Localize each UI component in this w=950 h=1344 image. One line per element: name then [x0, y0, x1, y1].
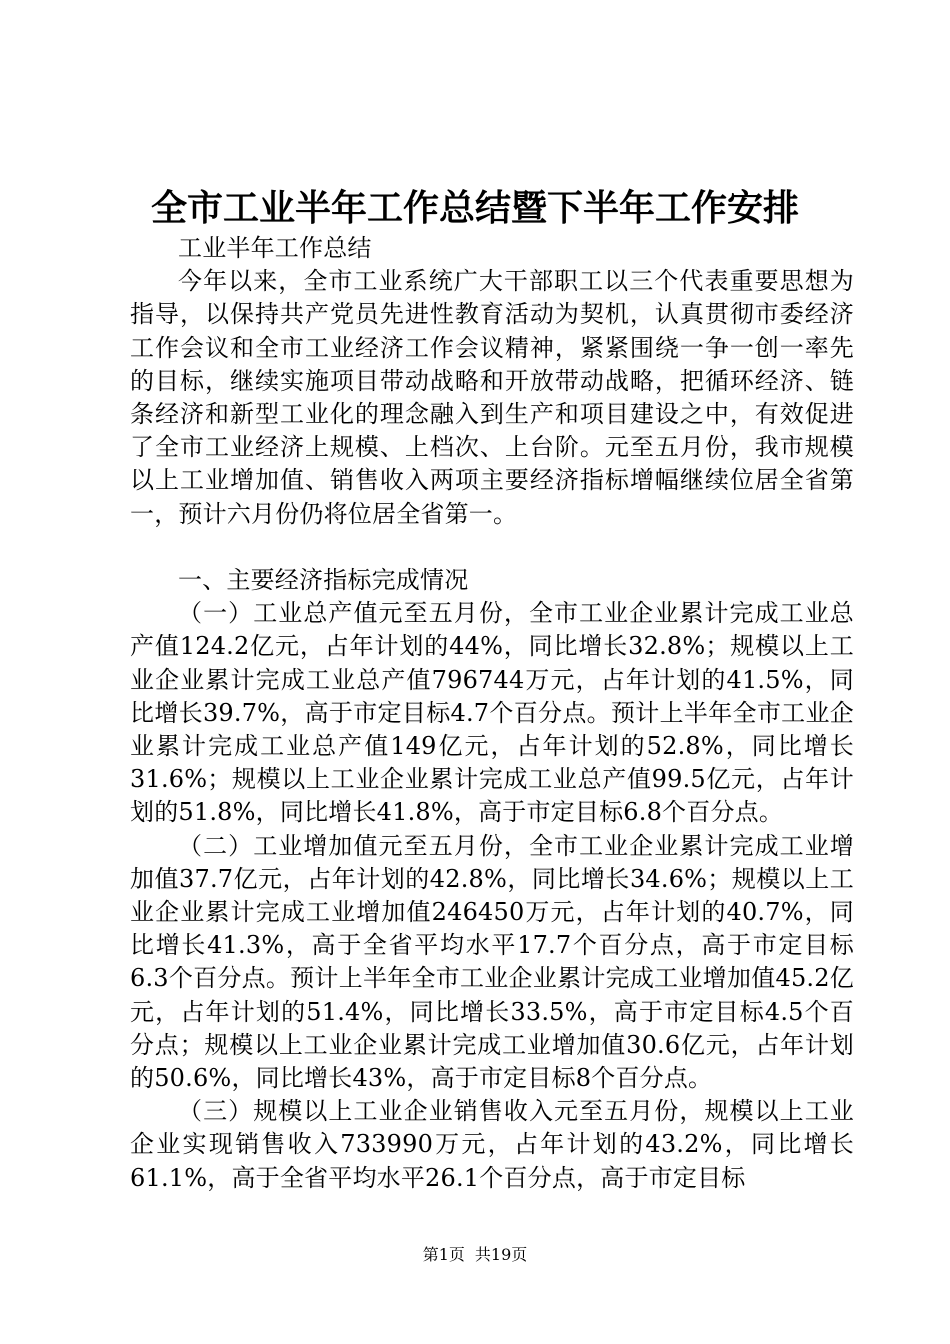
subsection-heading: 一、主要经济指标完成情况 [178, 566, 469, 595]
page-footer [0, 1244, 950, 1266]
intro-paragraph: 今年以来，全市工业系统广大干部职工以三个代表重要思想为指导，以保持共产党员先进性教育活动为契机，认真贯彻市委经济工作会议和全市工业经济工作会议精神，紧紧围绕一争一创一率先的目标，继续实施项目带动战略和开放带动战略，把循环经济、链条经济和新型工业化的理念融入到生产和项目建设之中，有效促进了全市工业经济上规模、上档次、上台阶。元至五月份，我市规模以上工业增加值、销售收入两项主要经济指标增幅继续位居全省第一，预计六月份仍将位居全省第一。 [130, 267, 854, 528]
page-total: 共19页 [474, 1245, 528, 1264]
paragraph-sales-revenue: （三）规模以上工业企业销售收入元至五月份，规模以上工业企业实现销售收入733990万元，占年计划的43.2%，同比增长61.1%，高于全省平均水平26.1个百分点，高于市定目标 [130, 1097, 854, 1192]
section-heading: 工业半年工作总结 [178, 234, 372, 262]
page-number: 第1页 [422, 1245, 465, 1264]
paragraph-output-value: （一）工业总产值元至五月份，全市工业企业累计完成工业总产值124.2亿元，占年计划的44%，同比增长32.8%；规模以上工业企业累计完成工业总产值796744万元，占年计划的41.5%，同比增长39.7%，高于市定目标4.7个百分点。预计上半年全市工业企业累计完成工业总产值149亿元，占年计划的52.8%，同比增长31.6%；规模以上工业企业累计完成工业总产值99.5亿元，占年计划的51.8%，同比增长41.8%，高于市定目标6.8个百分点。 [130, 599, 854, 827]
paragraph-added-value: （二）工业增加值元至五月份，全市工业企业累计完成工业增加值37.7亿元，占年计划的42.8%，同比增长34.6%；规模以上工业企业累计完成工业增加值246450万元，占年计划的40.7%，同比增长41.3%，高于全省平均水平17.7个百分点，高于市定目标6.3个百分点。预计上半年全市工业企业累计完成工业增加值45.2亿元，占年计划的51.4%，同比增长33.5%，高于市定目标4.5个百分点；规模以上工业企业累计完成工业增加值30.6亿元，占年计划的50.6%，同比增长43%，高于市定目标8个百分点。 [130, 831, 854, 1093]
document-title: 全市工业半年工作总结暨下半年工作安排 [150, 188, 799, 229]
blank-line [130, 531, 854, 564]
document-body [130, 232, 854, 1195]
